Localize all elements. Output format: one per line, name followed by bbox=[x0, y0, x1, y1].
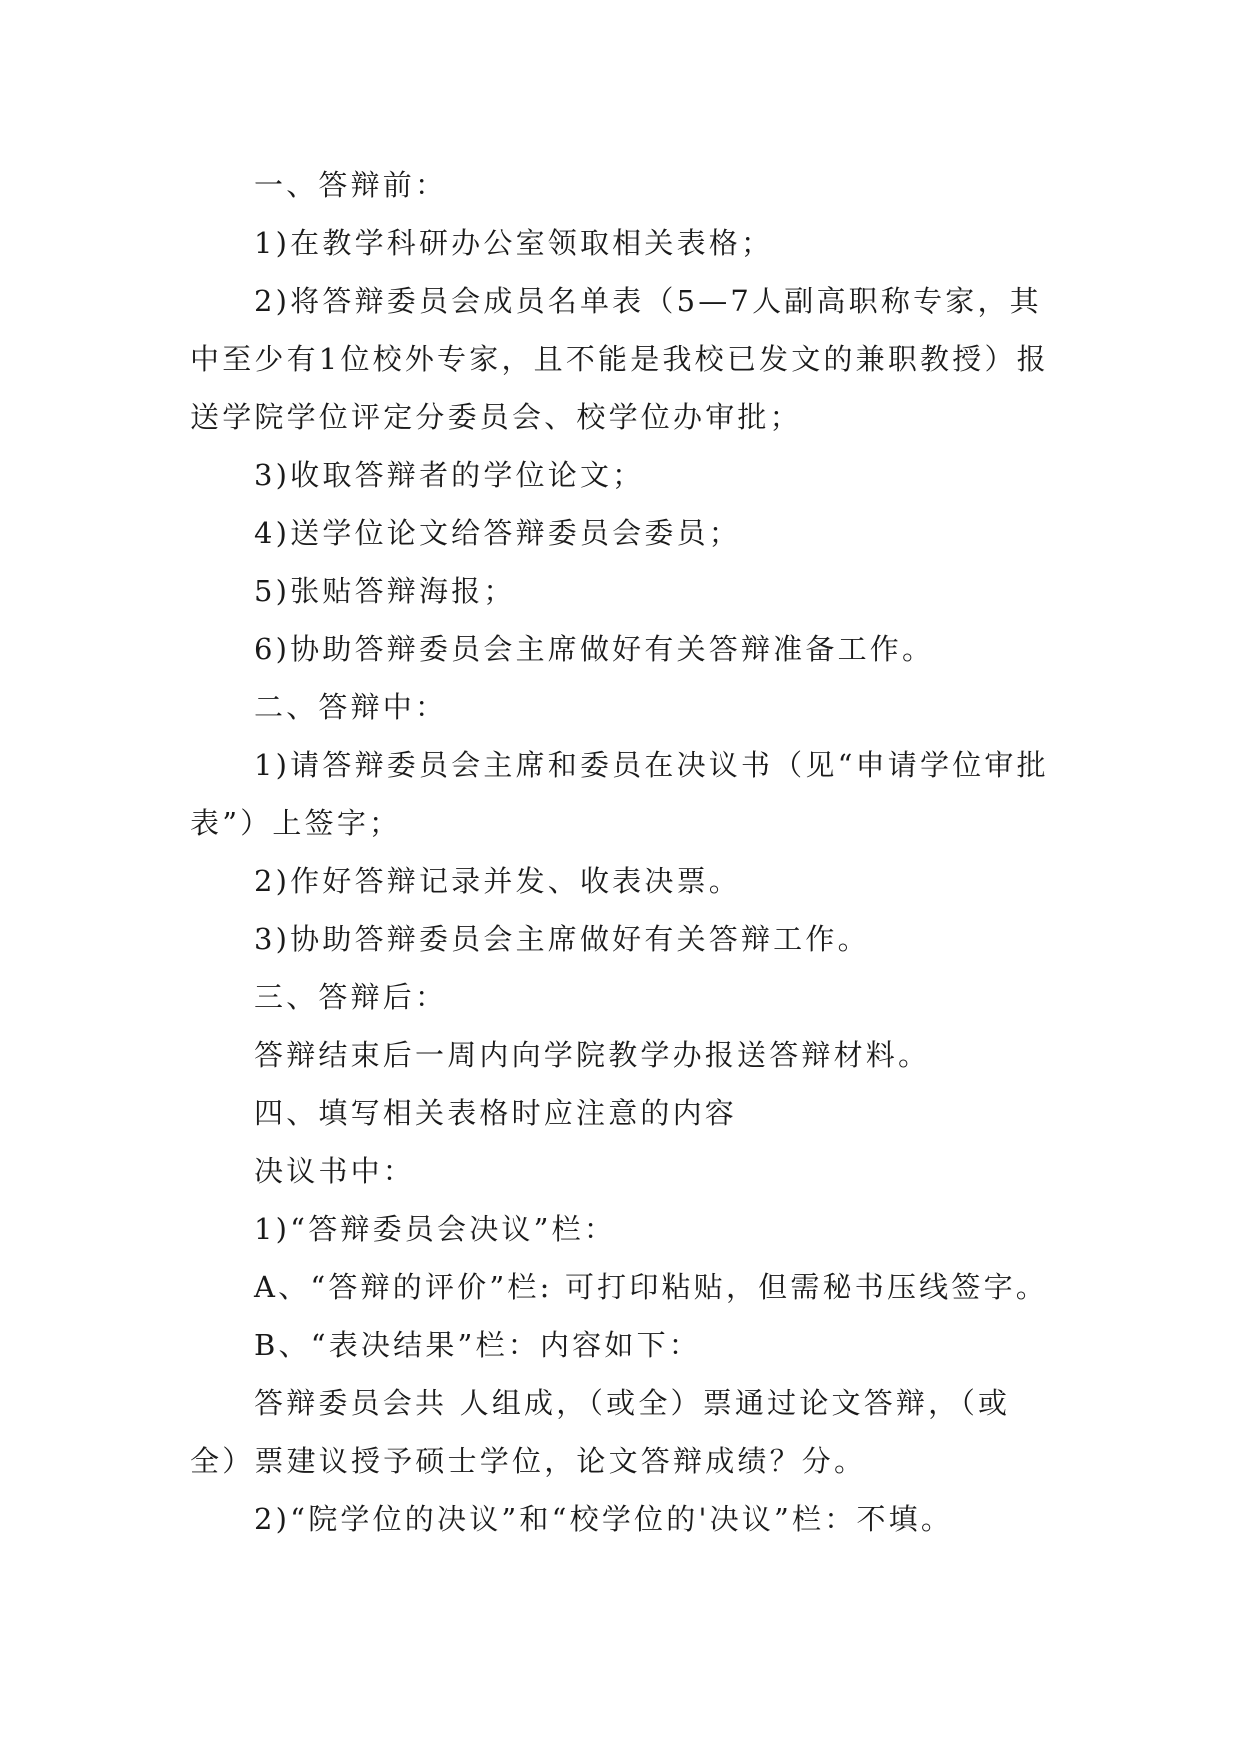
document-page bbox=[190, 156, 1050, 1548]
list-item: 6)协助答辩委员会主席做好有关答辩准备工作。 bbox=[254, 632, 935, 666]
list-item: 2)作好答辩记录并发、收表决票。 bbox=[254, 864, 741, 898]
body-paragraph: 答辩结束后一周内向学院教学办报送答辩材料。 bbox=[254, 1038, 931, 1072]
list-item: 1)“答辩委员会决议”栏： bbox=[254, 1212, 617, 1246]
list-item: 4)送学位论文给答辩委员会委员； bbox=[254, 516, 741, 550]
list-item: 3)收取答辩者的学位论文； bbox=[254, 458, 645, 492]
section-heading-during-defense: 二、答辩中： bbox=[254, 690, 448, 724]
list-item: 3)协助答辩委员会主席做好有关答辩工作。 bbox=[254, 922, 870, 956]
list-item: 1)在教学科研办公室领取相关表格； bbox=[254, 226, 774, 260]
list-item: 2)将答辩委员会成员名单表（5—7人副高职称专家，其中至少有1位校外专家，且不能是我校已发文的兼职教授）报送学院学位评定分委员会、校学位办审批； bbox=[190, 284, 1049, 434]
list-item: 2)“院学位的决议”和“校学位的'决议”栏：不填。 bbox=[254, 1502, 954, 1536]
section-heading-before-defense: 一、答辩前： bbox=[254, 168, 448, 202]
list-item: 1)请答辩委员会主席和委员在决议书（见“申请学位审批表”）上签字； bbox=[190, 748, 1049, 840]
subheading-resolution: 决议书中： bbox=[254, 1154, 416, 1188]
body-paragraph: 答辩委员会共 人组成，（或全）票通过论文答辩，（或全）票建议授予硕士学位，论文答辩成绩？分。 bbox=[190, 1386, 1011, 1478]
section-heading-after-defense: 三、答辩后： bbox=[254, 980, 448, 1014]
list-item: B、“表决结果”栏：内容如下： bbox=[254, 1328, 701, 1362]
list-item: A、“答辩的评价”栏: 可打印粘贴，但需秘书压线签字。 bbox=[254, 1270, 1048, 1304]
list-item: 5)张贴答辩海报； bbox=[254, 574, 516, 608]
section-heading-form-notes: 四、填写相关表格时应注意的内容 bbox=[254, 1096, 738, 1130]
